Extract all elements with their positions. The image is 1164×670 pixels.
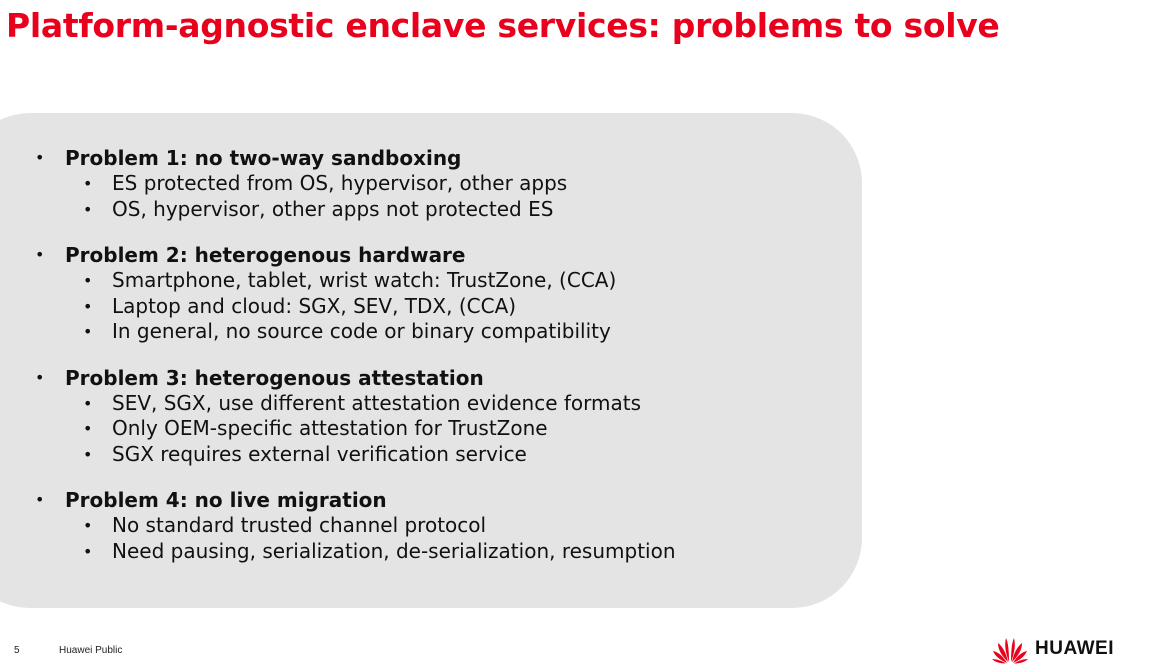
- problem-item: • Need pausing, serialization, de-serialization, resumption: [35, 539, 855, 565]
- huawei-flower-icon: [990, 634, 1030, 664]
- problem-3: [35, 365, 855, 468]
- problem-title: • Problem 1: no two-way sandboxing: [35, 145, 855, 171]
- huawei-logo: [990, 634, 1114, 664]
- problem-item: • ES protected from OS, hypervisor, other apps: [35, 171, 855, 197]
- problem-1: [35, 145, 855, 222]
- problem-item: • Laptop and cloud: SGX, SEV, TDX, (CCA): [35, 294, 855, 320]
- problem-2: [35, 242, 855, 345]
- page-number: 5: [14, 645, 20, 656]
- problem-item: • SEV, SGX, use different attestation evidence formats: [35, 391, 855, 417]
- problem-title: • Problem 4: no live migration: [35, 487, 855, 513]
- problem-item: • In general, no source code or binary compatibility: [35, 319, 855, 345]
- problem-item: • Only OEM-specific attestation for TrustZone: [35, 416, 855, 442]
- slide-title: Platform-agnostic enclave services: problems to solve: [6, 6, 1000, 45]
- problem-item: • No standard trusted channel protocol: [35, 513, 855, 539]
- problem-list: [35, 145, 855, 584]
- problem-title: • Problem 3: heterogenous attestation: [35, 365, 855, 391]
- logo-wordmark: HUAWEI: [1035, 638, 1114, 659]
- problem-item: • SGX requires external verification service: [35, 442, 855, 468]
- problem-4: [35, 487, 855, 564]
- problem-title: • Problem 2: heterogenous hardware: [35, 242, 855, 268]
- classification-label: Huawei Public: [59, 645, 123, 656]
- problem-item: • Smartphone, tablet, wrist watch: TrustZone, (CCA): [35, 268, 855, 294]
- problem-item: • OS, hypervisor, other apps not protected ES: [35, 197, 855, 223]
